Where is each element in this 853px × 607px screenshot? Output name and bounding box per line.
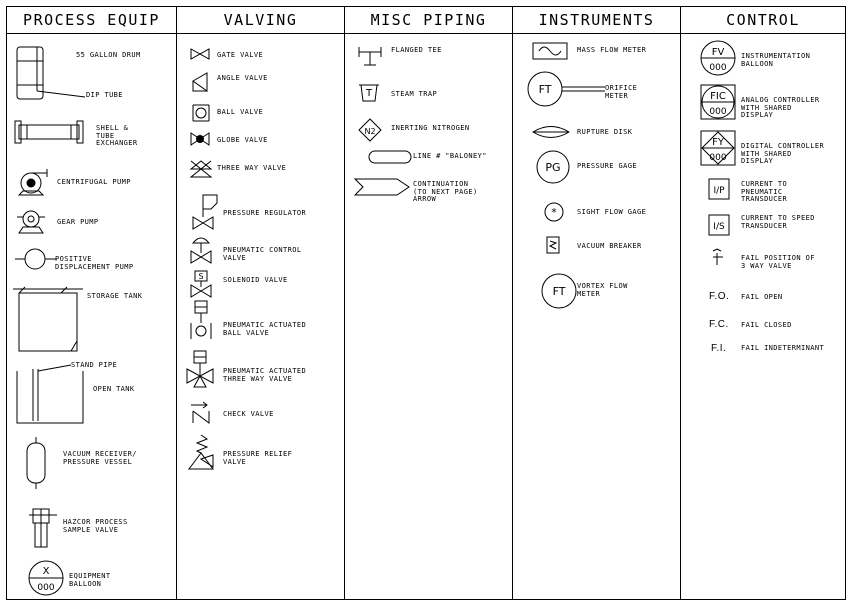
analog-controller-bottom: 000 (709, 107, 727, 117)
mass-flow-meter-icon (531, 41, 571, 61)
pneumatic-ball-valve-label: PNEUMATIC ACTUATED BALL VALVE (223, 321, 307, 337)
column-valving (177, 7, 345, 599)
vortex-flow-meter-icon (539, 271, 579, 311)
gate-valve-label: GATE VALVE (217, 51, 264, 59)
positive-displacement-pump-icon (13, 247, 57, 273)
sight-flow-gage-label: SIGHT FLOW GAGE (577, 208, 647, 216)
drum-label: 55 GALLON DRUM (76, 51, 141, 59)
dip-tube-label: DIP TUBE (86, 91, 123, 99)
vortex-balloon-text: FT (552, 285, 566, 298)
fail-position-label: FAIL POSITION OF 3 WAY VALVE (741, 254, 815, 270)
vacuum-receiver-label: VACUUM RECEIVER/ PRESSURE VESSEL (63, 450, 137, 466)
column-control (681, 7, 845, 599)
equipment-balloon-icon (27, 559, 65, 597)
fail-indeterminant-code: F.I. (711, 343, 727, 354)
centrifugal-pump-icon (13, 165, 51, 201)
check-valve-label: CHECK VALVE (223, 410, 274, 418)
fail-position-icon (709, 247, 727, 267)
stand-pipe-label: STAND PIPE (71, 361, 118, 369)
analog-controller-label: ANALOG CONTROLLER WITH SHARED DISPLAY (741, 96, 820, 119)
vacuum-receiver-icon (23, 437, 49, 491)
ip-symbol: I/P (713, 186, 725, 196)
line-number-icon (367, 149, 413, 165)
gear-pump-icon (13, 205, 51, 241)
check-valve-icon (189, 401, 213, 425)
storage-tank-label: STORAGE TANK (87, 292, 143, 300)
pressure-gage-label: PRESSURE GAGE (577, 162, 637, 170)
solenoid-valve-icon (189, 269, 213, 299)
gear-pump-label: GEAR PUMP (57, 218, 99, 226)
inst-balloon-top: FV (711, 47, 725, 58)
orifice-meter-icon (525, 69, 615, 109)
pressure-relief-valve-icon (187, 433, 217, 473)
pneumatic-control-valve-icon (189, 235, 213, 265)
is-transducer-icon (707, 213, 731, 237)
three-way-valve-icon (189, 157, 213, 181)
pressure-regulator-label: PRESSURE REGULATOR (223, 209, 307, 217)
vacuum-breaker-icon (545, 235, 563, 257)
ball-valve-icon (191, 103, 211, 123)
ip-transducer-label: CURRENT TO PNEUMATIC TRANSDUCER (741, 180, 788, 203)
instrumentation-balloon-label: INSTRUMENTATION BALLOON (741, 52, 811, 68)
fail-indeterminant-label: FAIL INDETERMINANT (741, 344, 825, 352)
storage-tank-icon (11, 283, 85, 359)
pressure-relief-valve-label: PRESSURE RELIEF VALVE (223, 450, 293, 466)
digital-controller-top: FY (712, 137, 724, 148)
inerting-nitrogen-icon (357, 117, 383, 143)
is-symbol: I/S (713, 222, 725, 232)
pressure-gage-icon (535, 149, 571, 185)
angle-valve-icon (189, 71, 211, 93)
solenoid-valve-label: SOLENOID VALVE (223, 276, 288, 284)
continuation-arrow-icon (353, 177, 413, 197)
shell-tube-label: SHELL & TUBE EXCHANGER (96, 124, 138, 147)
is-transducer-label: CURRENT TO SPEED TRANSDUCER (741, 214, 815, 230)
hazcor-sample-valve-icon (27, 505, 59, 551)
rupture-disk-icon (531, 121, 571, 143)
equipment-balloon-bottom: 000 (37, 583, 55, 593)
fail-open-label: FAIL OPEN (741, 293, 783, 301)
column-title-process-equip: PROCESS EQUIP (7, 7, 176, 34)
column-title-control: CONTROL (681, 7, 845, 34)
column-title-misc-piping: MISC PIPING (345, 7, 512, 34)
analog-controller-icon (699, 83, 737, 121)
shell-tube-exchanger-icon (13, 119, 93, 149)
globe-valve-label: GLOBE VALVE (217, 136, 268, 144)
open-tank-label: OPEN TANK (93, 385, 135, 393)
column-title-valving: VALVING (177, 7, 344, 34)
inerting-symbol: N2 (364, 127, 376, 136)
open-tank-icon (13, 361, 87, 431)
steam-trap-label: STEAM TRAP (391, 90, 438, 98)
instrumentation-balloon-icon (699, 39, 737, 77)
steam-trap-letter: T (365, 88, 373, 99)
flanged-tee-label: FLANGED TEE (391, 46, 442, 54)
steam-trap-icon (357, 81, 381, 107)
equipment-balloon-top: X (42, 566, 50, 577)
analog-controller-top: FIC (710, 91, 726, 102)
solenoid-letter: S (198, 272, 204, 281)
drum-icon (15, 43, 85, 115)
orifice-balloon-text: FT (538, 83, 552, 96)
pressure-gage-balloon-text: PG (545, 161, 561, 174)
gate-valve-icon (189, 47, 211, 61)
column-process-equip (7, 7, 177, 599)
column-title-instruments: INSTRUMENTS (513, 7, 680, 34)
fail-closed-code: F.C. (709, 319, 729, 330)
digital-controller-icon (699, 129, 737, 167)
vortex-flow-meter-label: VORTEX FLOW METER (577, 282, 628, 298)
three-way-valve-label: THREE WAY VALVE (217, 164, 287, 172)
pneumatic-ball-valve-icon (189, 299, 213, 343)
angle-valve-label: ANGLE VALVE (217, 74, 268, 82)
digital-controller-bottom: 000 (709, 153, 727, 163)
pneumatic-control-valve-label: PNEUMATIC CONTROL VALVE (223, 246, 302, 262)
globe-valve-icon (189, 131, 211, 147)
pneumatic-three-way-valve-label: PNEUMATIC ACTUATED THREE WAY VALVE (223, 367, 307, 383)
orifice-meter-label: ORIFICE METER (605, 84, 638, 100)
sight-flow-symbol: * (551, 206, 557, 219)
pd-pump-label: POSITIVE DISPLACEMENT PUMP (55, 255, 134, 271)
mass-flow-meter-label: MASS FLOW METER (577, 46, 647, 54)
inerting-nitrogen-label: INERTING NITROGEN (391, 124, 470, 132)
fail-open-code: F.O. (709, 291, 730, 302)
ip-transducer-icon (707, 177, 731, 201)
hazcor-label: HAZCOR PROCESS SAMPLE VALVE (63, 518, 128, 534)
line-number-label: LINE # "BALONEY" (413, 152, 487, 160)
inst-balloon-bottom: 000 (709, 63, 727, 73)
column-misc-piping (345, 7, 513, 599)
ball-valve-label: BALL VALVE (217, 108, 264, 116)
pneumatic-three-way-valve-icon (185, 349, 215, 389)
digital-controller-label: DIGITAL CONTROLLER WITH SHARED DISPLAY (741, 142, 825, 165)
pressure-regulator-icon (189, 191, 219, 231)
rupture-disk-label: RUPTURE DISK (577, 128, 633, 136)
flanged-tee-icon (355, 43, 385, 69)
legend-sheet (6, 6, 846, 600)
equipment-balloon-label: EQUIPMENT BALLOON (69, 572, 111, 588)
centrifugal-pump-label: CENTRIFUGAL PUMP (57, 178, 131, 186)
continuation-arrow-label: CONTINUATION (TO NEXT PAGE) ARROW (413, 180, 478, 203)
sight-flow-gage-icon (543, 201, 565, 223)
column-instruments (513, 7, 681, 599)
vacuum-breaker-label: VACUUM BREAKER (577, 242, 642, 250)
fail-closed-label: FAIL CLOSED (741, 321, 792, 329)
